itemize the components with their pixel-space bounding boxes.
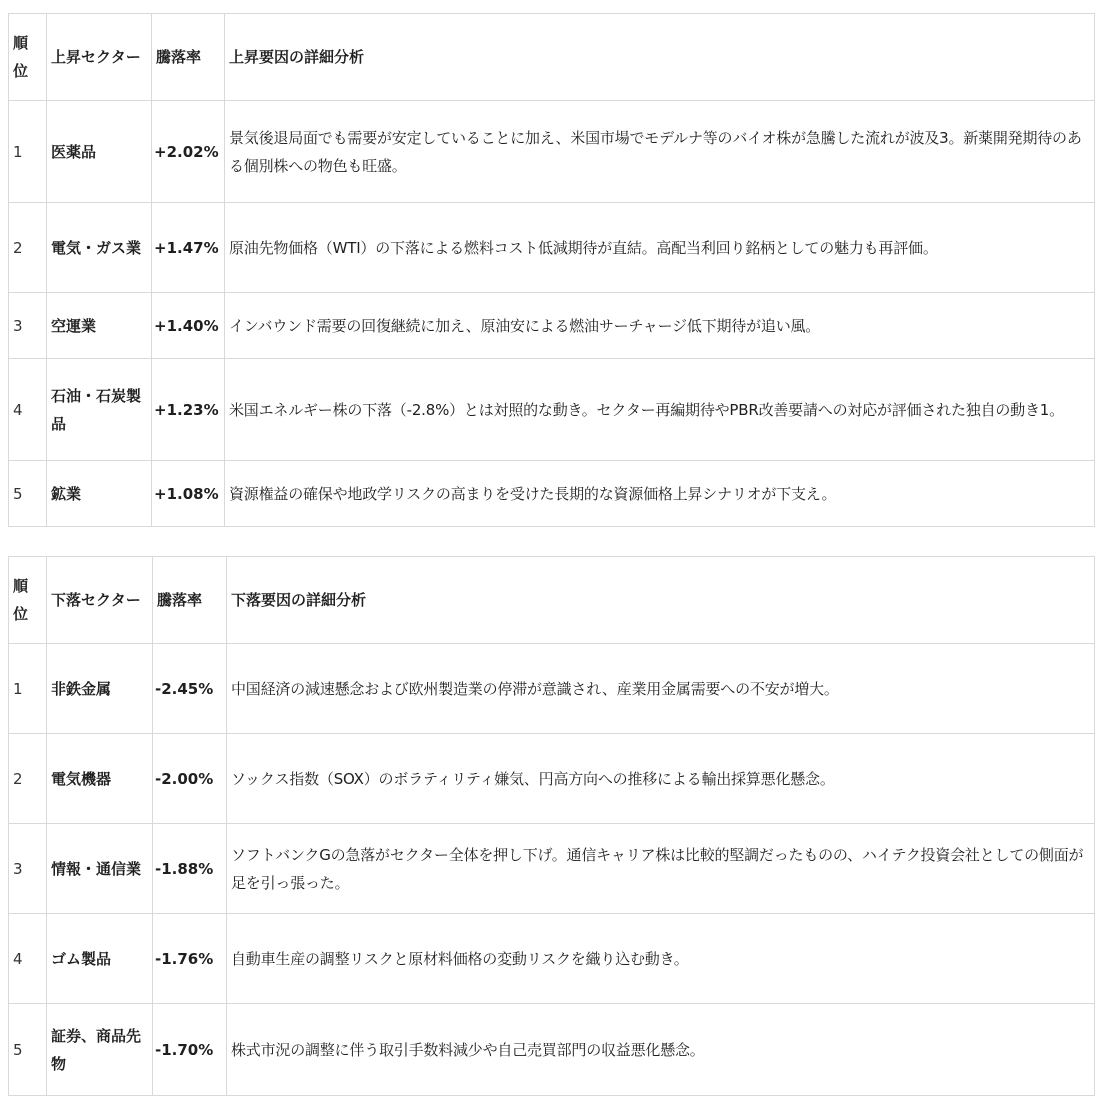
table-row	[9, 101, 1095, 203]
analysis-cell: 景気後退局面でも需要が安定していることに加え、米国市場でモデルナ等のバイオ株が急騰した流れが波及3。新薬開発期待のある個別株への物色も旺盛。	[225, 101, 1095, 203]
rank-cell: 4	[9, 359, 47, 461]
analysis-cell: 自動車生産の調整リスクと原材料価格の変動リスクを織り込む動き。	[227, 914, 1095, 1004]
rank-cell: 3	[9, 293, 47, 359]
table-header-row	[9, 557, 1095, 644]
rate-cell: -1.76%	[153, 914, 227, 1004]
rate-cell: +1.08%	[152, 461, 225, 527]
analysis-cell: 中国経済の減速懸念および欧州製造業の停滞が意識され、産業用金属需要への不安が増大。	[227, 644, 1095, 734]
sector-cell: 石油・石炭製品	[47, 359, 152, 461]
rate-cell: +1.23%	[152, 359, 225, 461]
document-body	[8, 13, 1094, 1096]
table-row	[9, 644, 1095, 734]
header-sector: 下落セクター	[47, 557, 153, 644]
header-analysis: 上昇要因の詳細分析	[225, 14, 1095, 101]
analysis-cell: ソフトバンクGの急落がセクター全体を押し下げ。通信キャリア株は比較的堅調だったものの、ハイテク投資会社としての側面が足を引っ張った。	[227, 824, 1095, 914]
sector-cell: 電気機器	[47, 734, 153, 824]
header-rank: 順位	[9, 14, 47, 101]
sector-cell: 情報・通信業	[47, 824, 153, 914]
table-row	[9, 203, 1095, 293]
analysis-cell: 株式市況の調整に伴う取引手数料減少や自己売買部門の収益悪化懸念。	[227, 1004, 1095, 1096]
header-rate: 騰落率	[152, 14, 225, 101]
sector-cell: 証券、商品先物	[47, 1004, 153, 1096]
table-row	[9, 359, 1095, 461]
rate-cell: -2.00%	[153, 734, 227, 824]
header-analysis: 下落要因の詳細分析	[227, 557, 1095, 644]
sector-cell: 電気・ガス業	[47, 203, 152, 293]
table-row	[9, 824, 1095, 914]
rank-cell: 5	[9, 461, 47, 527]
falling-sectors-table	[8, 556, 1095, 1096]
header-rate: 騰落率	[153, 557, 227, 644]
header-rank: 順位	[9, 557, 47, 644]
table-row	[9, 734, 1095, 824]
sector-cell: ゴム製品	[47, 914, 153, 1004]
sector-cell: 非鉄金属	[47, 644, 153, 734]
rank-cell: 2	[9, 203, 47, 293]
rank-cell: 1	[9, 644, 47, 734]
rising-sectors-table	[8, 13, 1095, 527]
analysis-cell: ソックス指数（SOX）のボラティリティ嫌気、円高方向への推移による輸出採算悪化懸念。	[227, 734, 1095, 824]
rank-cell: 5	[9, 1004, 47, 1096]
rate-cell: +1.47%	[152, 203, 225, 293]
rate-cell: -1.88%	[153, 824, 227, 914]
rate-cell: -2.45%	[153, 644, 227, 734]
rate-cell: +1.40%	[152, 293, 225, 359]
table-header-row	[9, 14, 1095, 101]
rank-cell: 3	[9, 824, 47, 914]
analysis-cell: 原油先物価格（WTI）の下落による燃料コスト低減期待が直結。高配当利回り銘柄としての魅力も再評価。	[225, 203, 1095, 293]
rank-cell: 2	[9, 734, 47, 824]
rate-cell: +2.02%	[152, 101, 225, 203]
sector-cell: 医薬品	[47, 101, 152, 203]
analysis-cell: インバウンド需要の回復継続に加え、原油安による燃油サーチャージ低下期待が追い風。	[225, 293, 1095, 359]
table-row	[9, 293, 1095, 359]
sector-cell: 空運業	[47, 293, 152, 359]
rate-cell: -1.70%	[153, 1004, 227, 1096]
rank-cell: 4	[9, 914, 47, 1004]
header-sector: 上昇セクター	[47, 14, 152, 101]
rank-cell: 1	[9, 101, 47, 203]
sector-cell: 鉱業	[47, 461, 152, 527]
table-row	[9, 1004, 1095, 1096]
analysis-cell: 資源権益の確保や地政学リスクの高まりを受けた長期的な資源価格上昇シナリオが下支え。	[225, 461, 1095, 527]
table-row	[9, 461, 1095, 527]
analysis-cell: 米国エネルギー株の下落（-2.8%）とは対照的な動き。セクター再編期待やPBR改善要請への対応が評価された独自の動き1。	[225, 359, 1095, 461]
table-row	[9, 914, 1095, 1004]
